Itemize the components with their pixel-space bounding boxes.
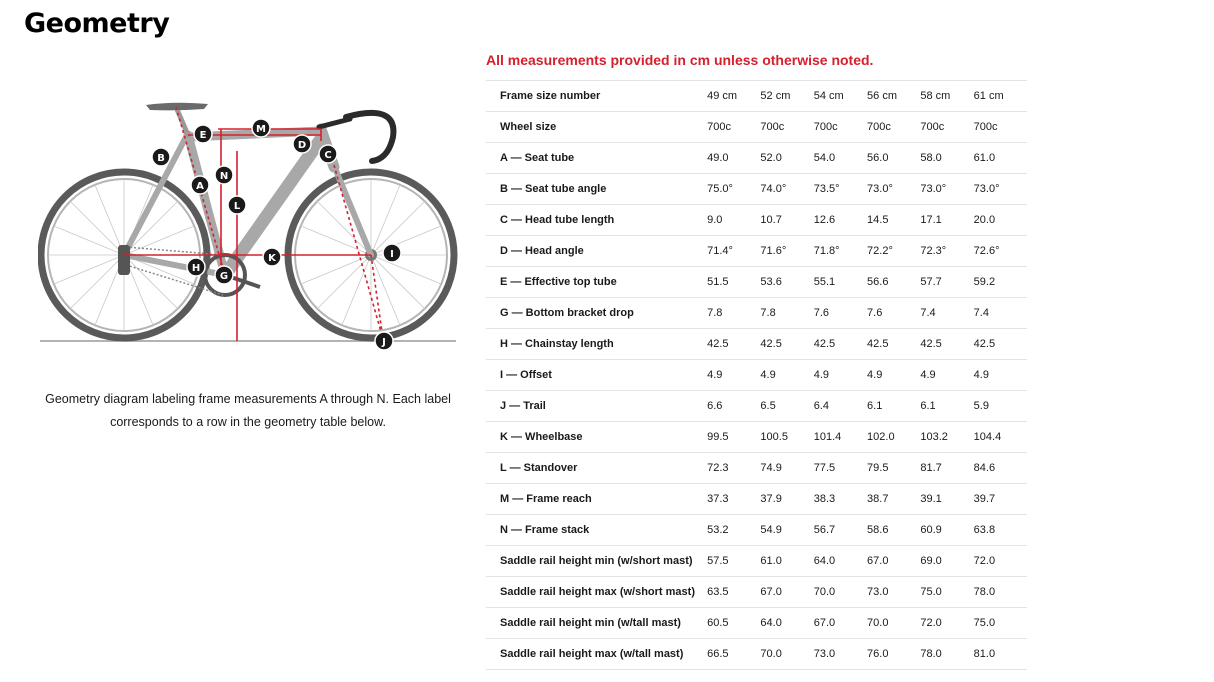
column-header: 54 cm (814, 81, 867, 112)
marker-j (375, 332, 393, 350)
row-label: L — Standover (486, 453, 707, 484)
table-cell: 37.9 (760, 484, 813, 515)
table-cell: 101.4 (814, 422, 867, 453)
table-row (486, 205, 1027, 236)
table-cell: 81.7 (920, 453, 973, 484)
table-cell: 75.0° (707, 174, 760, 205)
table-cell: 7.8 (760, 298, 813, 329)
table-cell: 72.3° (920, 236, 973, 267)
svg-text:J: J (382, 337, 386, 348)
table-cell: 66.5 (707, 639, 760, 670)
row-label: Saddle rail height max (w/tall mast) (486, 639, 707, 670)
row-label: E — Effective top tube (486, 267, 707, 298)
svg-text:L: L (233, 201, 241, 212)
table-cell: 78.0 (974, 577, 1027, 608)
table-row (486, 577, 1027, 608)
table-cell: 700c (760, 112, 813, 143)
table-cell: 59.2 (974, 267, 1027, 298)
table-cell: 38.3 (814, 484, 867, 515)
table-cell: 64.0 (814, 546, 867, 577)
svg-text:N: N (219, 171, 229, 182)
svg-text:C: C (324, 150, 332, 161)
row-label: A — Seat tube (486, 143, 707, 174)
table-cell: 103.2 (920, 422, 973, 453)
table-cell: 7.6 (814, 298, 867, 329)
diagram-caption: Geometry diagram labeling frame measurements A through N. Each label corresponds to a row in the geometry table below. (45, 392, 451, 429)
table-row (486, 484, 1027, 515)
row-label: K — Wheelbase (486, 422, 707, 453)
table-row (486, 546, 1027, 577)
table-cell: 42.5 (920, 329, 973, 360)
column-header: 52 cm (760, 81, 813, 112)
marker-k (263, 248, 281, 266)
table-cell: 70.0 (814, 577, 867, 608)
table-cell: 76.0 (867, 639, 920, 670)
svg-text:M: M (256, 124, 266, 135)
table-cell: 72.0 (974, 546, 1027, 577)
table-cell: 6.6 (707, 391, 760, 422)
marker-g (215, 266, 233, 284)
table-row (486, 608, 1027, 639)
table-cell: 67.0 (867, 546, 920, 577)
table-cell: 73.0 (867, 577, 920, 608)
table-cell: 55.1 (814, 267, 867, 298)
table-cell: 14.5 (867, 205, 920, 236)
column-header: 56 cm (867, 81, 920, 112)
table-row (486, 174, 1027, 205)
row-label: Saddle rail height max (w/short mast) (486, 577, 707, 608)
table-cell: 17.1 (920, 205, 973, 236)
table-cell: 42.5 (814, 329, 867, 360)
table-cell: 58.6 (867, 515, 920, 546)
table-cell: 64.0 (760, 608, 813, 639)
marker-d (293, 135, 311, 153)
table-cell: 54.0 (814, 143, 867, 174)
bike-frame (124, 107, 371, 275)
table-cell: 700c (707, 112, 760, 143)
table-row (486, 515, 1027, 546)
table-cell: 79.5 (867, 453, 920, 484)
row-label: J — Trail (486, 391, 707, 422)
page-title: Geometry (24, 8, 170, 39)
table-row (486, 298, 1027, 329)
table-cell: 67.0 (760, 577, 813, 608)
table-row (486, 329, 1027, 360)
table-header-row (486, 81, 1027, 112)
marker-a (191, 176, 209, 194)
table-cell: 38.7 (867, 484, 920, 515)
row-label: H — Chainstay length (486, 329, 707, 360)
table-cell: 52.0 (760, 143, 813, 174)
table-cell: 73.0 (814, 639, 867, 670)
table-cell: 74.9 (760, 453, 813, 484)
table-cell: 78.0 (920, 639, 973, 670)
table-cell: 63.8 (974, 515, 1027, 546)
table-cell: 73.5° (814, 174, 867, 205)
table-cell: 72.0 (920, 608, 973, 639)
table-cell: 72.2° (867, 236, 920, 267)
table-row (486, 391, 1027, 422)
table-cell: 700c (920, 112, 973, 143)
table-cell: 73.0° (974, 174, 1027, 205)
table-cell: 6.1 (920, 391, 973, 422)
table-cell: 6.5 (760, 391, 813, 422)
marker-i (383, 244, 401, 262)
row-label: N — Frame stack (486, 515, 707, 546)
measurement-note: All measurements provided in cm unless otherwise noted. (486, 52, 874, 68)
svg-text:E: E (199, 130, 207, 141)
table-cell: 84.6 (974, 453, 1027, 484)
table-row (486, 360, 1027, 391)
table-cell: 42.5 (707, 329, 760, 360)
svg-text:D: D (297, 140, 307, 151)
marker-l (228, 196, 246, 214)
table-cell: 74.0° (760, 174, 813, 205)
table-cell: 56.6 (867, 267, 920, 298)
row-label: Saddle rail height min (w/short mast) (486, 546, 707, 577)
table-cell: 42.5 (867, 329, 920, 360)
svg-text:A: A (196, 181, 204, 192)
table-row (486, 236, 1027, 267)
row-label: C — Head tube length (486, 205, 707, 236)
svg-text:B: B (157, 153, 165, 164)
svg-text:H: H (191, 263, 201, 274)
table-row (486, 453, 1027, 484)
table-cell: 20.0 (974, 205, 1027, 236)
row-label: M — Frame reach (486, 484, 707, 515)
table-cell: 4.9 (760, 360, 813, 391)
row-label: I — Offset (486, 360, 707, 391)
table-cell: 102.0 (867, 422, 920, 453)
table-cell: 104.4 (974, 422, 1027, 453)
marker-n (215, 166, 233, 184)
table-cell: 56.7 (814, 515, 867, 546)
table-cell: 4.9 (707, 360, 760, 391)
marker-m (252, 119, 270, 137)
table-cell: 57.5 (707, 546, 760, 577)
table-cell: 51.5 (707, 267, 760, 298)
table-cell: 99.5 (707, 422, 760, 453)
table-cell: 6.4 (814, 391, 867, 422)
table-cell: 61.0 (974, 143, 1027, 174)
table-cell: 39.1 (920, 484, 973, 515)
table-cell: 57.7 (920, 267, 973, 298)
table-cell: 75.0 (974, 608, 1027, 639)
table-cell: 73.0° (867, 174, 920, 205)
table-cell: 58.0 (920, 143, 973, 174)
geometry-table (486, 80, 1027, 670)
table-cell: 53.6 (760, 267, 813, 298)
table-cell: 6.1 (867, 391, 920, 422)
table-cell: 67.0 (814, 608, 867, 639)
table-cell: 77.5 (814, 453, 867, 484)
marker-c (319, 145, 337, 163)
row-label: Frame size number (486, 81, 707, 112)
column-header: 58 cm (920, 81, 973, 112)
table-cell: 69.0 (920, 546, 973, 577)
table-cell: 56.0 (867, 143, 920, 174)
row-label: Wheel size (486, 112, 707, 143)
bike-geometry-diagram (38, 95, 458, 355)
table-row (486, 143, 1027, 174)
table-cell: 7.4 (974, 298, 1027, 329)
table-cell: 9.0 (707, 205, 760, 236)
table-cell: 70.0 (760, 639, 813, 670)
svg-text:I: I (390, 249, 394, 260)
table-cell: 49.0 (707, 143, 760, 174)
column-header: 49 cm (707, 81, 760, 112)
table-cell: 81.0 (974, 639, 1027, 670)
table-cell: 700c (974, 112, 1027, 143)
table-cell: 37.3 (707, 484, 760, 515)
table-cell: 73.0° (920, 174, 973, 205)
table-row (486, 422, 1027, 453)
marker-e (194, 125, 212, 143)
svg-text:K: K (268, 253, 276, 264)
table-cell: 53.2 (707, 515, 760, 546)
table-cell: 60.9 (920, 515, 973, 546)
table-cell: 7.6 (867, 298, 920, 329)
table-cell: 61.0 (760, 546, 813, 577)
table-cell: 72.6° (974, 236, 1027, 267)
table-cell: 42.5 (974, 329, 1027, 360)
table-cell: 700c (867, 112, 920, 143)
table-cell: 72.3 (707, 453, 760, 484)
table-cell: 71.6° (760, 236, 813, 267)
table-cell: 700c (814, 112, 867, 143)
table-cell: 63.5 (707, 577, 760, 608)
table-cell: 71.8° (814, 236, 867, 267)
table-cell: 12.6 (814, 205, 867, 236)
table-cell: 54.9 (760, 515, 813, 546)
table-cell: 7.8 (707, 298, 760, 329)
table-cell: 5.9 (974, 391, 1027, 422)
table-row (486, 639, 1027, 670)
row-label: Saddle rail height min (w/tall mast) (486, 608, 707, 639)
table-cell: 10.7 (760, 205, 813, 236)
marker-h (187, 258, 205, 276)
marker-b (152, 148, 170, 166)
table-cell: 4.9 (814, 360, 867, 391)
row-label: D — Head angle (486, 236, 707, 267)
table-cell: 4.9 (974, 360, 1027, 391)
table-cell: 42.5 (760, 329, 813, 360)
table-cell: 4.9 (867, 360, 920, 391)
row-label: B — Seat tube angle (486, 174, 707, 205)
table-cell: 7.4 (920, 298, 973, 329)
table-cell: 60.5 (707, 608, 760, 639)
row-label: G — Bottom bracket drop (486, 298, 707, 329)
svg-text:G: G (219, 271, 229, 282)
table-cell: 75.0 (920, 577, 973, 608)
table-row (486, 112, 1027, 143)
table-cell: 39.7 (974, 484, 1027, 515)
table-cell: 70.0 (867, 608, 920, 639)
table-cell: 100.5 (760, 422, 813, 453)
table-row (486, 267, 1027, 298)
table-cell: 4.9 (920, 360, 973, 391)
column-header: 61 cm (974, 81, 1027, 112)
table-cell: 71.4° (707, 236, 760, 267)
